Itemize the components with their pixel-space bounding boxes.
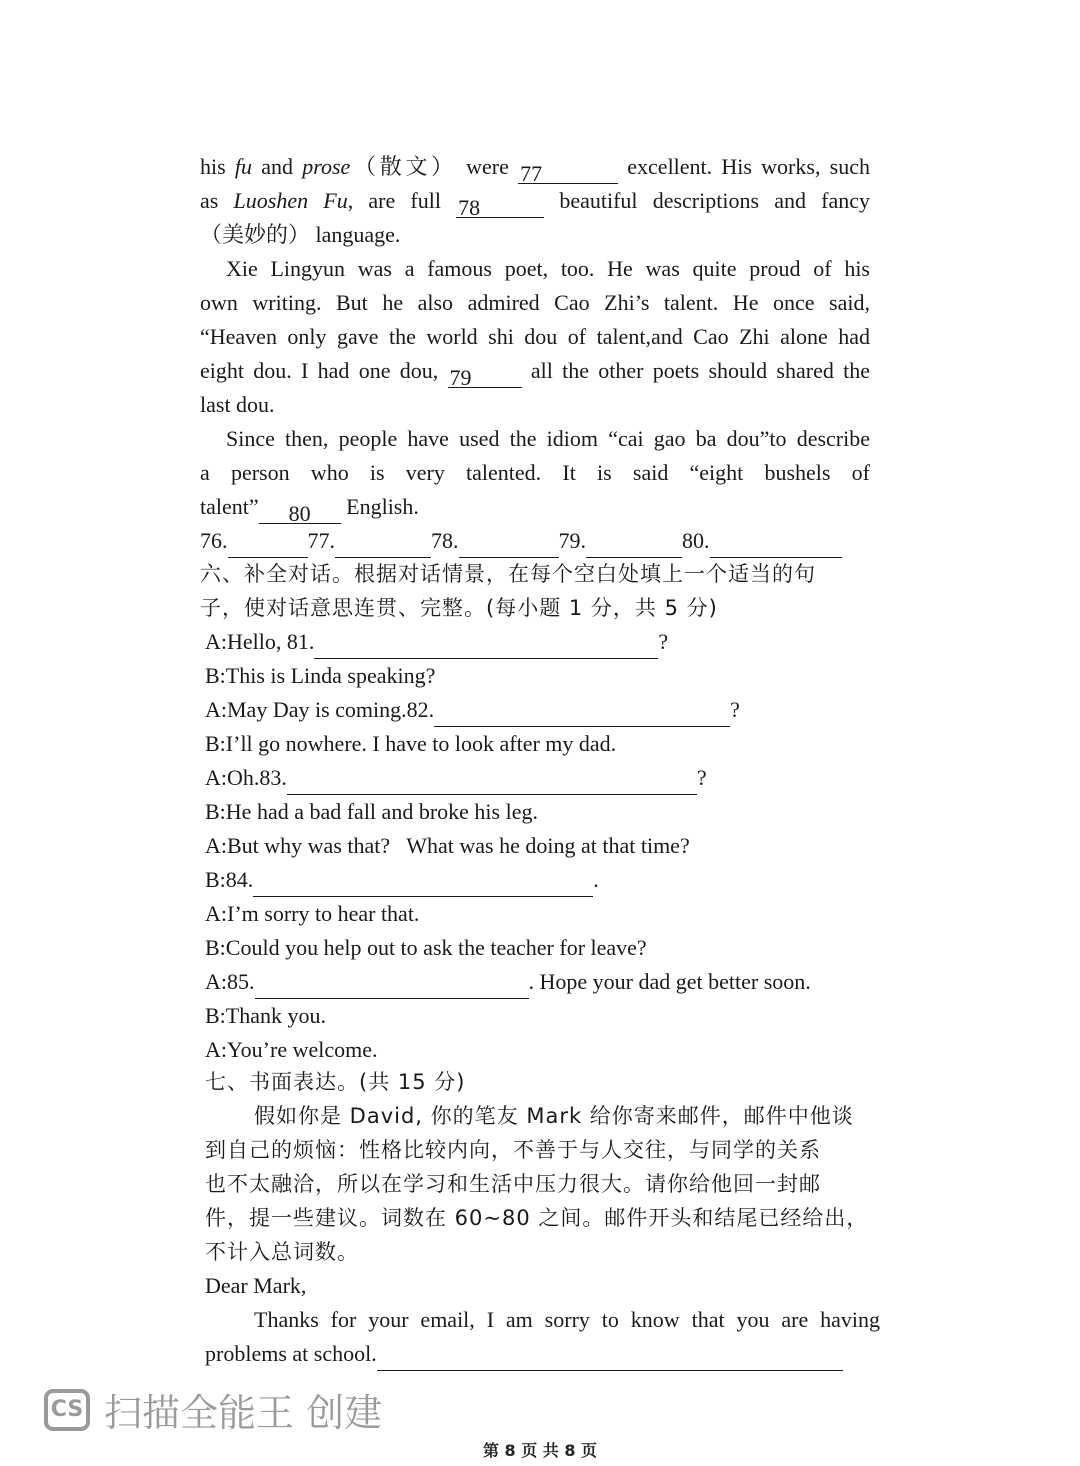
dialogue-line: A:You’re welcome. [205,1037,378,1062]
dialogue-line-81: A:Hello, 81. ? [205,625,875,659]
section7-prompt-line: 假如你是 David, 你的笔友 Mark 给你寄来邮件，邮件中他谈 [254,1104,854,1128]
blank-84[interactable] [253,870,593,897]
scanner-watermark [44,1382,382,1437]
luoshen-fu-title: Luoshen Fu [233,188,348,213]
blank-80[interactable]: 80 [259,497,341,524]
answer-80[interactable] [710,531,842,558]
section7-prompt-line: 件，提一些建议。词数在 60~80 之间。邮件开头和结尾已经给出， [205,1206,869,1230]
section6-heading-1: 六、补全对话。根据对话情景，在每个空白处填上一个适当的句 [200,562,816,586]
passage-line-3: （美妙的） language. [200,222,401,247]
passage-line-2: as Luoshen Fu, are full 78 beautiful descriptions and fancy [200,188,871,220]
dialogue-line-83: A:Oh.83. ? [205,761,875,795]
page-number: 第 8 页 共 8 页 [482,1441,598,1460]
letter-body-line: problems at school. [205,1337,875,1371]
camscanner-logo-icon: CS [44,1389,90,1431]
blank-77[interactable]: 77 [518,157,618,184]
section7-prompt-line: 也不太融洽，所以在学习和生活中压力很大。请你给他回一封邮 [205,1172,821,1196]
dialogue-line: B:Thank you. [205,1003,326,1028]
passage-line-8: last dou. [200,392,275,417]
letter-body-line: Thanks for your email, I am sorry to know that you are having [254,1307,880,1332]
blank-82[interactable] [434,700,730,727]
passage-line-11: talent” 80 English. [200,494,419,526]
letter-greeting: Dear Mark, [205,1273,307,1298]
blank-81[interactable] [314,632,658,659]
writing-blank[interactable] [377,1344,843,1371]
section7-prompt-line: 不计入总词数。 [205,1240,359,1264]
dialogue-line-85: A:85. . Hope your dad get better soon. [205,965,875,999]
blank-85[interactable] [255,972,529,999]
fu-term: fu [234,154,253,179]
dialogue-line: B:He had a bad fall and broke his leg. [205,799,538,824]
passage-line-5: own writing. But he also admired Cao Zhi’s talent. He once said, [200,290,870,315]
blank-79[interactable]: 79 [448,361,522,388]
dialogue-line: A:But why was that? What was he doing at that time? [205,833,690,858]
dialogue-line: A:I’m sorry to hear that. [205,901,420,926]
prose-term: prose [302,154,351,179]
dialogue-line: B:I’ll go nowhere. I have to look after my dad. [205,731,617,756]
passage-line-1: his fu and prose（散文） were 77 excellent. His works, such [200,154,870,186]
section7-prompt-line: 到自己的烦恼：性格比较内向，不善于与人交往，与同学的关系 [205,1138,821,1162]
dialogue-line-84: B:84. . [205,863,875,897]
answer-77[interactable] [335,531,431,558]
dialogue-line-82: A:May Day is coming.82. ? [205,693,875,727]
section7-heading: 七、书面表达。(共 15 分) [205,1070,466,1094]
passage-line-6: “Heaven only gave the world shi dou of talent,and Cao Zhi alone had [200,324,870,349]
passage-line-7: eight dou. I had one dou, 79 all the other poets should shared the [200,358,870,390]
passage-line-9: Since then, people have used the idiom “cai gao ba dou”to describe [226,426,870,451]
dialogue-line: B:Could you help out to ask the teacher for leave? [205,935,647,960]
passage-line-4: Xie Lingyun was a famous poet, too. He was quite proud of his [226,256,870,281]
dialogue-line: B:This is Linda speaking? [205,663,436,688]
passage-line-10: a person who is very talented. It is said “eight bushels of [200,460,870,485]
answer-79[interactable] [586,531,682,558]
answer-76[interactable] [228,531,308,558]
section6-heading-2: 子，使对话意思连贯、完整。(每小题 1 分，共 5 分) [200,596,718,620]
blank-78[interactable]: 78 [456,191,544,218]
blank-83[interactable] [287,768,697,795]
answer-line: 76. 77. 78. 79. 80. [200,524,870,558]
answer-78[interactable] [459,531,559,558]
watermark-text: 扫描全能王 创建 [104,1391,383,1435]
